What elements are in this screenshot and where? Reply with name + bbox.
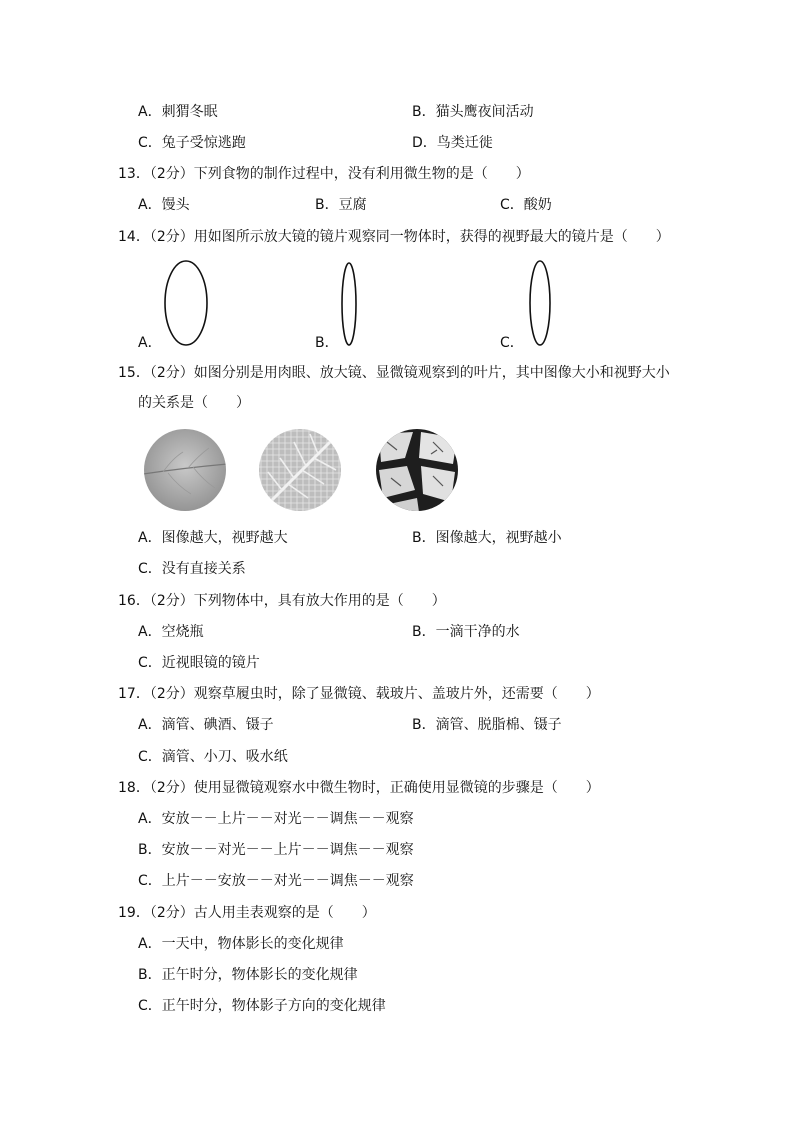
- q16-stem: 16．（2分）下列物体中，具有放大作用的是（ ）: [118, 593, 446, 609]
- q18-option-a[interactable]: A．安放－－上片－－对光－－调焦－－观察: [138, 811, 414, 827]
- q15-stem-line2: 的关系是（ ）: [138, 395, 250, 411]
- q14-option-a[interactable]: A．: [138, 335, 162, 351]
- q18-stem: 18．（2分）使用显微镜观察水中微生物时，正确使用显微镜的步骤是（ ）: [118, 780, 600, 796]
- lens-a-figure: [162, 258, 210, 348]
- leaf-microscope-image: [375, 428, 459, 512]
- q18-option-b[interactable]: B．安放－－对光－－上片－－调焦－－观察: [138, 842, 414, 858]
- lens-c-figure: [527, 258, 553, 348]
- q12-option-a[interactable]: A．刺猬冬眠: [138, 104, 218, 120]
- q14-option-b[interactable]: B．: [315, 335, 339, 351]
- lens-b-figure: [338, 260, 360, 348]
- q19-option-c[interactable]: C．正午时分，物体影子方向的变化规律: [138, 998, 386, 1014]
- q19-option-a[interactable]: A．一天中，物体影长的变化规律: [138, 936, 344, 952]
- q12-option-c[interactable]: C．兔子受惊逃跑: [138, 135, 246, 151]
- q15-option-c[interactable]: C．没有直接关系: [138, 561, 246, 577]
- q17-option-c[interactable]: C．滴管、小刀、吸水纸: [138, 749, 288, 765]
- q13-stem: 13．（2分）下列食物的制作过程中，没有利用微生物的是（ ）: [118, 166, 530, 182]
- q15-stem-line1: 15．（2分）如图分别是用肉眼、放大镜、显微镜观察到的叶片，其中图像大小和视野大小: [118, 365, 670, 381]
- q17-option-a[interactable]: A．滴管、碘酒、镊子: [138, 717, 274, 733]
- q13-option-c[interactable]: C．酸奶: [500, 197, 552, 213]
- q13-option-a[interactable]: A．馒头: [138, 197, 190, 213]
- q17-stem: 17．（2分）观察草履虫时，除了显微镜、载玻片、盖玻片外，还需要（ ）: [118, 686, 600, 702]
- q19-option-b[interactable]: B．正午时分，物体影长的变化规律: [138, 967, 358, 983]
- q18-option-c[interactable]: C．上片－－安放－－对光－－调焦－－观察: [138, 873, 414, 889]
- q16-option-a[interactable]: A．空烧瓶: [138, 624, 204, 640]
- q19-stem: 19．（2分）古人用圭表观察的是（ ）: [118, 905, 376, 921]
- leaf-naked-eye-image: [143, 428, 227, 512]
- q16-option-c[interactable]: C．近视眼镜的镜片: [138, 655, 260, 671]
- q15-option-b[interactable]: B．图像越大，视野越小: [412, 530, 562, 546]
- q16-option-b[interactable]: B．一滴干净的水: [412, 624, 520, 640]
- q17-option-b[interactable]: B．滴管、脱脂棉、镊子: [412, 717, 562, 733]
- q12-option-d[interactable]: D．鸟类迁徙: [412, 135, 493, 151]
- q12-option-b[interactable]: B．猫头鹰夜间活动: [412, 104, 534, 120]
- q14-stem: 14．（2分）用如图所示放大镜的镜片观察同一物体时，获得的视野最大的镜片是（ ）: [118, 229, 670, 245]
- q13-option-b[interactable]: B．豆腐: [315, 197, 367, 213]
- leaf-magnifier-image: [258, 428, 342, 512]
- q14-option-c[interactable]: C．: [500, 335, 524, 351]
- q15-option-a[interactable]: A．图像越大，视野越大: [138, 530, 288, 546]
